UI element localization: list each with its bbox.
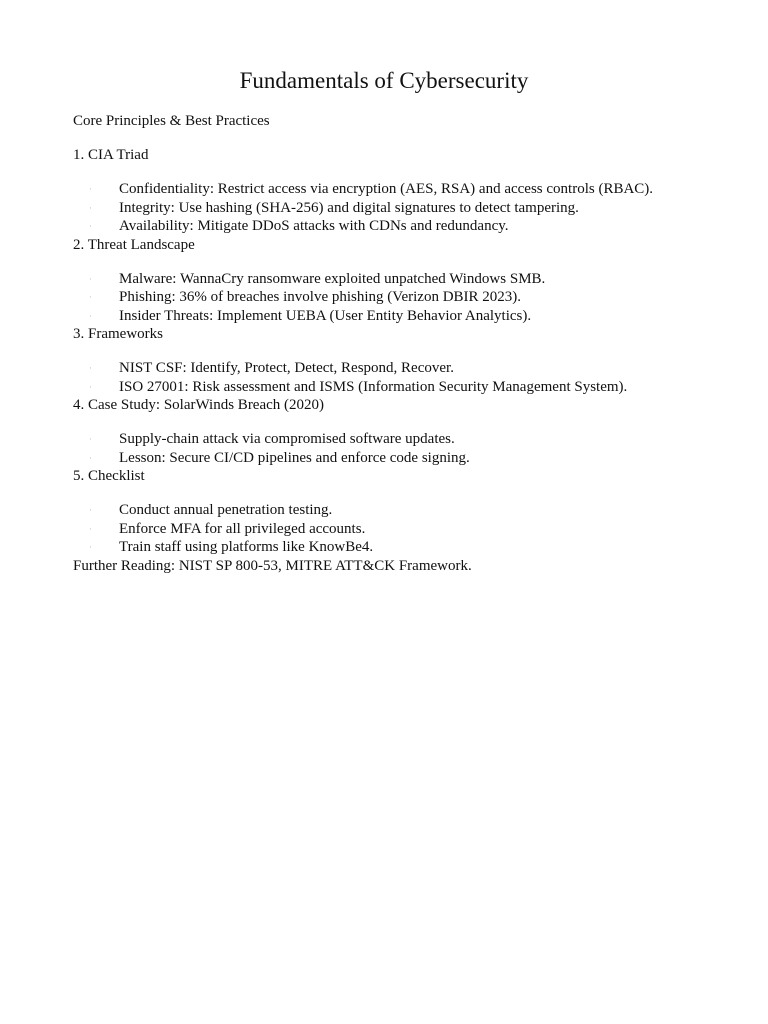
section-threat-landscape [73, 236, 713, 326]
document-title: Fundamentals of Cybersecurity [239, 68, 529, 93]
list-item-text: Phishing: 36% of breaches involve phishing (Verizon DBIR 2023). [119, 289, 522, 305]
document-subtitle: Core Principles & Best Practices [73, 113, 270, 129]
bullet-icon: · [89, 363, 92, 373]
bullet-icon: · [89, 523, 92, 534]
list-item [89, 217, 713, 236]
list-item-text: Integrity: Use hashing (SHA-256) and digital signatures to detect tampering. [119, 199, 579, 216]
list-item [89, 199, 713, 218]
bullet-icon: · [89, 542, 92, 552]
list-item [89, 501, 713, 520]
list-item-text: Availability: Mitigate DDoS attacks with CDNs and redundancy. [119, 218, 509, 234]
section-checklist [73, 467, 713, 557]
bullet-list [73, 415, 713, 467]
bullet-icon: · [89, 273, 92, 284]
list-item-text: Enforce MFA for all privileged accounts. [119, 520, 366, 537]
list-item [89, 288, 713, 307]
list-item [89, 359, 713, 378]
list-item-text: Insider Threats: Implement UEBA (User Entity Behavior Analytics). [119, 307, 532, 324]
bullet-icon: · [89, 221, 92, 231]
further-reading: Further Reading: NIST SP 800-53, MITRE ATT&CK Framework. [73, 557, 472, 574]
bullet-list [73, 344, 713, 396]
bullet-icon: · [89, 434, 92, 444]
list-item-text: NIST CSF: Identify, Protect, Detect, Respond, Recover. [119, 360, 454, 376]
document-body [73, 112, 713, 576]
list-item [89, 180, 713, 199]
bullet-list [73, 165, 713, 236]
section-heading: 4. Case Study: SolarWinds Breach (2020) [73, 397, 325, 413]
bullet-icon: · [89, 505, 92, 515]
list-item [89, 270, 713, 289]
bullet-icon: · [89, 381, 92, 392]
bullet-icon: · [89, 184, 92, 194]
section-heading: 1. CIA Triad [73, 147, 149, 163]
list-item-text: Malware: WannaCry ransomware exploited unpatched Windows SMB. [119, 270, 546, 287]
bullet-icon: · [89, 452, 92, 463]
list-item-text: Train staff using platforms like KnowBe4. [119, 539, 374, 555]
bullet-icon: · [89, 292, 92, 302]
bullet-list [73, 255, 713, 326]
list-item-text: ISO 27001: Risk assessment and ISMS (Information Security Management System). [119, 378, 628, 395]
bullet-list [73, 486, 713, 557]
list-item [89, 307, 713, 326]
list-item [89, 378, 713, 397]
section-cia-triad [73, 146, 713, 236]
bullet-icon: · [89, 202, 92, 213]
section-heading: 5. Checklist [73, 468, 145, 484]
list-item-text: Conduct annual penetration testing. [119, 502, 333, 518]
list-item [89, 449, 713, 468]
list-item [89, 538, 713, 557]
list-item-text: Supply-chain attack via compromised software updates. [119, 431, 455, 447]
section-frameworks [73, 325, 713, 396]
section-case-study [73, 396, 713, 467]
section-heading: 2. Threat Landscape [73, 236, 195, 253]
list-item [89, 430, 713, 449]
section-heading: 3. Frameworks [73, 326, 163, 342]
list-item-text: Lesson: Secure CI/CD pipelines and enforce code signing. [119, 449, 470, 466]
bullet-icon: · [89, 310, 92, 321]
list-item [89, 520, 713, 539]
list-item-text: Confidentiality: Restrict access via encryption (AES, RSA) and access controls (RBAC). [119, 181, 654, 197]
